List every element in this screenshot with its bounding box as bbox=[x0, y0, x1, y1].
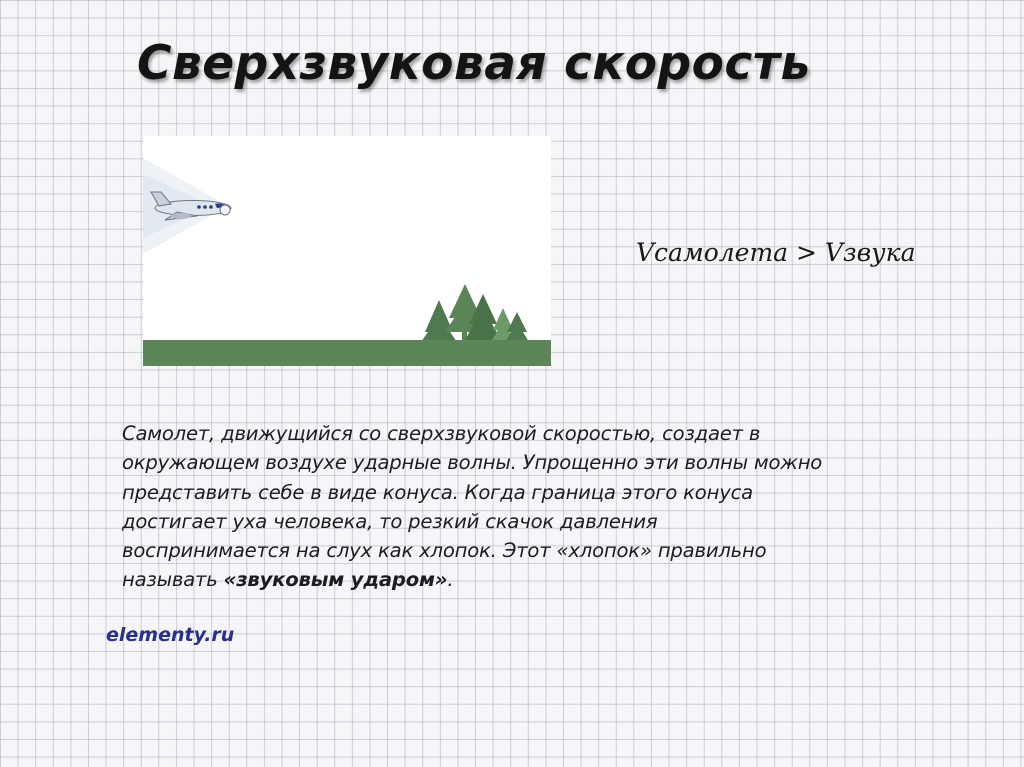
paragraph-line: воспринимается на слух как хлопок. Этот «хлопок» правильно bbox=[122, 539, 767, 563]
velocity-formula: Vсамолета > Vзвука bbox=[636, 238, 916, 267]
sonic-boom-term: «звуковым ударом» bbox=[223, 568, 448, 592]
paragraph-line: достигает уха человека, то резкий скачок давления bbox=[122, 509, 658, 533]
explanation-paragraph bbox=[122, 419, 992, 595]
source-credit: elementy.ru bbox=[106, 624, 235, 646]
slide-title: Сверхзвуковая скорость bbox=[137, 36, 811, 91]
paragraph-line: представить себе в виде конуса. Когда граница этого конуса bbox=[122, 480, 753, 504]
paragraph-line: окружающем воздухе ударные волны. Упрощенно эти волны можно bbox=[122, 451, 823, 475]
ground-strip bbox=[143, 340, 551, 366]
paragraph-line bbox=[122, 565, 992, 594]
paragraph-line: Самолет, движущийся со сверхзвуковой скоростью, создает в bbox=[122, 422, 761, 445]
paragraph-text: называть bbox=[122, 568, 224, 592]
supersonic-illustration bbox=[143, 136, 551, 366]
paragraph-text: . bbox=[447, 568, 454, 592]
